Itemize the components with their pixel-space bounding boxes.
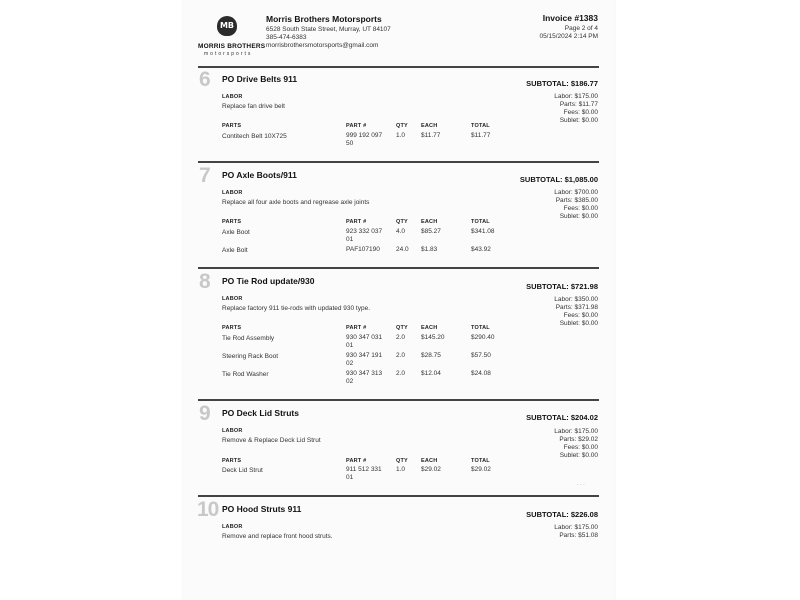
part-total: $29.02 <box>471 466 491 473</box>
section-divider <box>198 495 599 497</box>
total-header: TOTAL <box>471 325 490 331</box>
company-logo: MB <box>217 16 237 36</box>
parts-header: PARTS <box>222 458 242 464</box>
section-title: PO Tie Rod update/930 <box>222 276 315 286</box>
section-title: PO Hood Struts 911 <box>222 504 302 514</box>
part-each: $85.27 <box>421 228 441 235</box>
part-number-suffix: 02 <box>346 360 354 367</box>
part-qty: 4.0 <box>396 228 406 235</box>
part-each: $11.77 <box>421 132 441 139</box>
parts-cost: Parts: $371.98 <box>555 304 598 311</box>
part-each: $28.75 <box>421 352 441 359</box>
part-number: 911 512 331 <box>346 466 382 473</box>
company-email: morrisbrothersmotorsports@gmail.com <box>266 42 379 49</box>
each-header: EACH <box>421 219 438 225</box>
qty-header: QTY <box>396 458 408 464</box>
invoice-page-number: Page 2 of 4 <box>564 25 598 32</box>
qty-header: QTY <box>396 219 408 225</box>
part-qty: 24.0 <box>396 246 409 253</box>
company-address: 6528 South State Street, Murray, UT 84107 <box>266 26 391 33</box>
qty-header: QTY <box>396 123 408 129</box>
labor-label: LABOR <box>222 428 243 434</box>
part-name: Axle Boot <box>222 229 250 236</box>
section-number: 6 <box>199 68 210 91</box>
labor-label: LABOR <box>222 296 243 302</box>
section-subtotal: SUBTOTAL: $1,085.00 <box>519 175 598 184</box>
logo-brand-name: MORRIS BROTHERS <box>198 43 266 50</box>
part-number-suffix: 01 <box>346 474 354 481</box>
part-name: Tie Rod Washer <box>222 371 269 378</box>
part-qty: 2.0 <box>396 334 406 341</box>
labor-description: Replace fan drive belt <box>222 103 285 110</box>
part-number: PAF107190 <box>346 246 380 253</box>
part-number-header: PART # <box>346 123 367 129</box>
part-each: $29.02 <box>421 466 441 473</box>
part-number-header: PART # <box>346 219 367 225</box>
part-qty: 2.0 <box>396 352 406 359</box>
section-subtotal: SUBTOTAL: $226.08 <box>526 510 598 519</box>
parts-header: PARTS <box>222 123 242 129</box>
company-name: Morris Brothers Motorsports <box>266 14 382 24</box>
each-header: EACH <box>421 458 438 464</box>
header-divider <box>198 66 599 68</box>
fees-cost: Fees: $0.00 <box>563 444 598 451</box>
part-qty: 2.0 <box>396 370 406 377</box>
section-number: 8 <box>199 270 210 293</box>
part-number: 930 347 031 <box>346 334 383 341</box>
fees-cost: Fees: $0.00 <box>563 205 598 212</box>
section-number: 10 <box>197 498 219 521</box>
part-total: $11.77 <box>471 132 491 139</box>
parts-cost: Parts: $11.77 <box>559 101 598 108</box>
labor-label: LABOR <box>222 94 243 100</box>
section-title: PO Drive Belts 911 <box>222 74 298 84</box>
labor-cost: Labor: $175.00 <box>554 428 598 435</box>
part-name: Tie Rod Assembly <box>222 335 275 342</box>
part-each: $12.04 <box>421 370 441 377</box>
part-number: 999 192 097 <box>346 132 383 139</box>
each-header: EACH <box>421 325 438 331</box>
parts-cost: Parts: $51.08 <box>559 532 598 539</box>
section-title: PO Axle Boots/911 <box>222 170 297 180</box>
part-qty: 1.0 <box>396 132 406 139</box>
part-number-header: PART # <box>346 325 367 331</box>
labor-cost: Labor: $175.00 <box>554 93 598 100</box>
part-each: $145.20 <box>421 334 445 341</box>
part-name: Axle Bolt <box>222 247 248 254</box>
part-number: 930 347 191 <box>346 352 383 359</box>
part-name: Steering Rack Boot <box>222 353 279 360</box>
parts-header: PARTS <box>222 325 242 331</box>
labor-description: Remove and replace front hood struts. <box>222 533 333 540</box>
section-number: 9 <box>199 402 210 425</box>
total-header: TOTAL <box>471 458 490 464</box>
part-name: Contitech Belt 10X725 <box>222 133 287 140</box>
company-phone: 385-474-6383 <box>266 34 307 41</box>
part-number-suffix: 01 <box>346 236 354 243</box>
section-divider <box>198 161 599 163</box>
labor-label: LABOR <box>222 524 243 530</box>
total-header: TOTAL <box>471 219 490 225</box>
sublet-cost: Sublet: $0.00 <box>559 452 598 459</box>
parts-cost: Parts: $29.02 <box>559 436 598 443</box>
labor-description: Replace all four axle boots and regrease axle joints <box>222 199 370 206</box>
part-number: 923 332 037 <box>346 228 383 235</box>
part-number-suffix: 01 <box>346 342 354 349</box>
labor-cost: Labor: $175.00 <box>554 524 598 531</box>
invoice-date: 05/15/2024 2:14 PM <box>539 33 598 40</box>
part-total: $341.08 <box>471 228 495 235</box>
sublet-cost: Sublet: $0.00 <box>559 213 598 220</box>
scan-speck: · · · <box>577 482 585 488</box>
labor-description: Replace factory 911 tie-rods with updated 930 type. <box>222 305 371 312</box>
part-number-header: PART # <box>346 458 367 464</box>
logo-brand-sub: motorsports <box>204 51 253 57</box>
labor-description: Remove & Replace Deck Lid Strut <box>222 437 321 444</box>
part-number: 930 347 313 <box>346 370 383 377</box>
each-header: EACH <box>421 123 438 129</box>
section-number: 7 <box>199 164 210 187</box>
section-divider <box>198 399 599 401</box>
part-number-suffix: 02 <box>346 378 354 385</box>
section-title: PO Deck Lid Struts <box>222 408 299 418</box>
parts-cost: Parts: $385.00 <box>555 197 598 204</box>
sublet-cost: Sublet: $0.00 <box>559 117 598 124</box>
part-total: $290.40 <box>471 334 495 341</box>
section-subtotal: SUBTOTAL: $204.02 <box>526 413 598 422</box>
parts-header: PARTS <box>222 219 242 225</box>
invoice-title: Invoice #1383 <box>542 13 598 23</box>
part-each: $1.83 <box>421 246 438 253</box>
section-subtotal: SUBTOTAL: $721.98 <box>526 282 598 291</box>
fees-cost: Fees: $0.00 <box>563 312 598 319</box>
qty-header: QTY <box>396 325 408 331</box>
part-total: $24.08 <box>471 370 491 377</box>
labor-cost: Labor: $700.00 <box>554 189 598 196</box>
fees-cost: Fees: $0.00 <box>563 109 598 116</box>
part-name: Deck Lid Strut <box>222 467 263 474</box>
total-header: TOTAL <box>471 123 490 129</box>
labor-cost: Labor: $350.00 <box>554 296 598 303</box>
part-qty: 1.0 <box>396 466 406 473</box>
part-number-suffix: 50 <box>346 140 354 147</box>
section-divider <box>198 267 599 269</box>
section-subtotal: SUBTOTAL: $186.77 <box>526 79 598 88</box>
part-total: $43.92 <box>471 246 491 253</box>
part-total: $57.50 <box>471 352 491 359</box>
sublet-cost: Sublet: $0.00 <box>559 320 598 327</box>
labor-label: LABOR <box>222 190 243 196</box>
